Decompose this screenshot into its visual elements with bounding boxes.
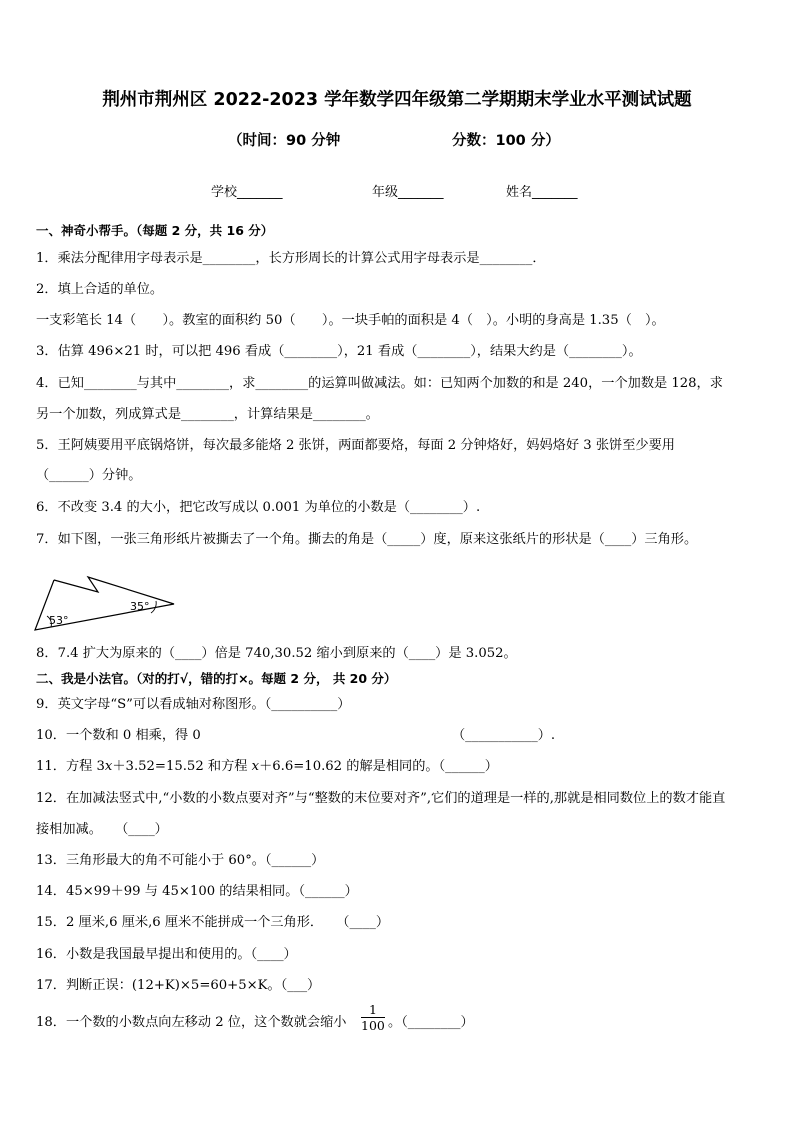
question-11: 11．方程 3𝑥＋3.52=15.52 和方程 𝑥＋6.6=10.62 的解是相同的。（______）: [36, 759, 498, 774]
name-field[interactable]: 姓名_______: [506, 185, 578, 200]
question-7: 7．如下图，一张三角形纸片被撕去了一个角。撕去的角是（_____）度，原来这张纸片的形状是（____）三角形。: [36, 532, 698, 547]
question-5: 5．王阿姨要用平底锅烙饼，每次最多能烙 2 张饼，两面都要烙，每面 2 分钟烙好，妈妈烙好 3 张饼至少要用: [36, 438, 675, 453]
question-12: 12．在加减法竖式中,“小数的小数点要对齐”与“整数的末位要对齐”,它们的道理是一样的,那就是相同数位上的数才能直: [36, 791, 726, 806]
question-4: 4．已知________与其中________，求________的运算叫做减法。如：已知两个加数的和是 240，一个加数是 128，求: [36, 376, 723, 391]
question-18-text: 18．一个数的小数点向左移动 2 位，这个数就会缩小: [36, 1015, 347, 1030]
angle-label-53: 53°: [49, 614, 69, 627]
question-10: 10．一个数和 0 相乘，得 0: [36, 728, 201, 743]
section2-heading: 二、我是小法官。（对的打√，错的打×。每题 2 分， 共 20 分）: [36, 671, 397, 686]
question-10-blank[interactable]: （___________）.: [452, 728, 556, 743]
question-1: 1．乘法分配律用字母表示是________，长方形周长的计算公式用字母表示是________．: [36, 251, 546, 266]
exam-time: （时间：90 分钟: [228, 133, 341, 149]
question-3: 3．估算 496×21 时，可以把 496 看成（________），21 看成（________），结果大约是（________）。: [36, 344, 642, 359]
grade-field[interactable]: 年级_______: [372, 185, 444, 200]
question-9: 9．英文字母“S”可以看成轴对称图形。（__________）: [36, 697, 351, 712]
question-6: 6．不改变 3.4 的大小，把它改写成以 0.001 为单位的小数是（________）.: [36, 500, 481, 515]
school-field[interactable]: 学校_______: [211, 185, 283, 200]
question-2: 2．填上合适的单位。: [36, 282, 164, 297]
exam-score: 分数：100 分）: [452, 133, 560, 149]
question-14: 14．45×99＋99 与 45×100 的结果相同。（______）: [36, 884, 358, 899]
section1-heading: 一、神奇小帮手。（每题 2 分，共 16 分）: [36, 223, 274, 238]
question-12-cont: 接相加减。 （____）: [36, 822, 168, 837]
question-5-cont: （______）分钟。: [36, 468, 142, 483]
fraction-one-hundredth: [361, 1002, 385, 1033]
question-16: 16．小数是我国最早提出和使用的。（____）: [36, 947, 297, 962]
question-13: 13．三角形最大的角不可能小于 60°。（______）: [36, 853, 325, 868]
angle-arc-right: [151, 601, 156, 613]
question-8: 8．7.4 扩大为原来的（____）倍是 740,30.52 缩小到原来的（____）是 3.052。: [36, 646, 517, 661]
question-4-cont: 另一个加数，列成算式是________，计算结果是________。: [36, 407, 379, 422]
question-2-body: 一支彩笔长 14（ ）。教室的面积约 50（ ）。一块手帕的面积是 4（ ）。小明的身高是 1.35（ ）。: [36, 313, 665, 328]
angle-label-35: 35°: [130, 600, 150, 613]
exam-title: 荆州市荆州区 2022-2023 学年数学四年级第二学期期末学业水平测试试题: [102, 90, 692, 110]
fraction-numerator: 1: [361, 1002, 385, 1018]
fraction-denominator: 100: [361, 1018, 385, 1033]
torn-triangle-figure: [34, 572, 184, 634]
question-17: 17．判断正误：(12+K)×5=60+5×K。（___）: [36, 978, 321, 993]
question-18-blank: 。（________）: [388, 1015, 474, 1030]
question-15: 15．2 厘米,6 厘米,6 厘米不能拼成一个三角形． （____）: [36, 915, 390, 930]
